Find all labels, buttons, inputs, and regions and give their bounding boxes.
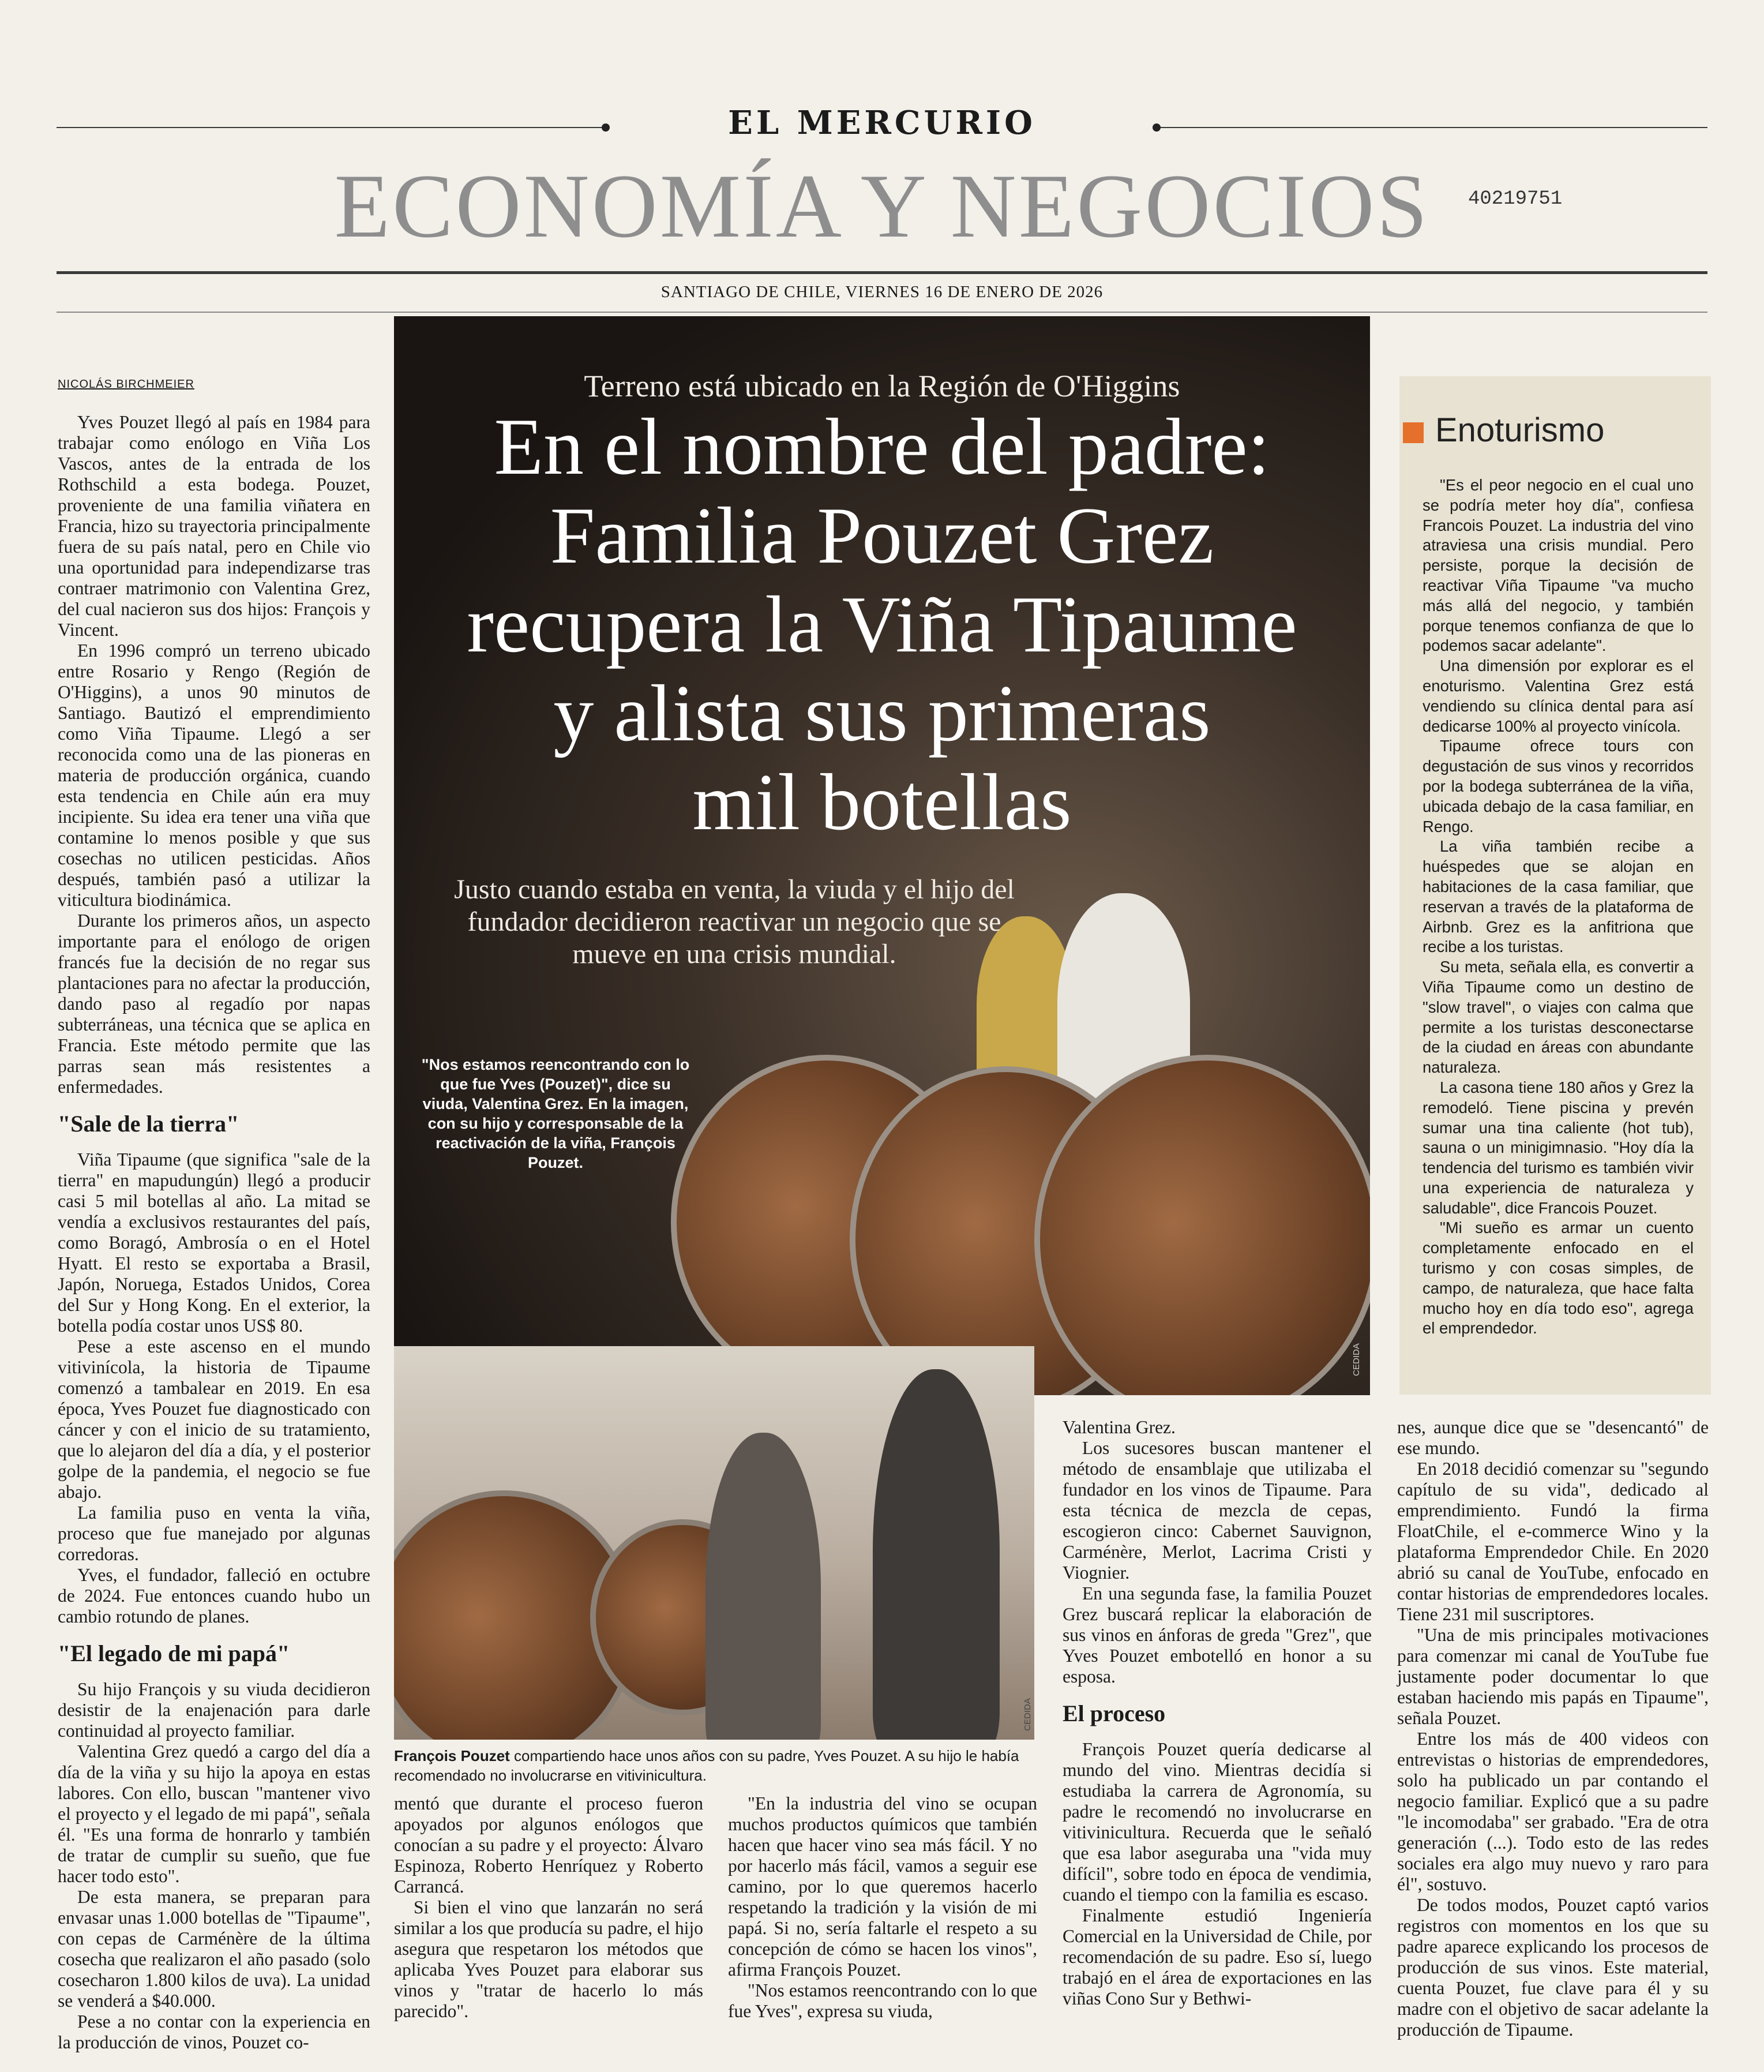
hero-photo: [394, 316, 1370, 1395]
masthead: EL MERCURIO: [728, 104, 1036, 142]
headline-line: Familia Pouzet Grez: [550, 491, 1214, 580]
paragraph: "En la industria del vino se ocupan muchos productos químicos que también hacen que hacer vino sea más fácil. Y no por hacerlo más fácil, vamos a seguir ese camino, por lo que queremos hacerlo respetando la tradición y la visión de mi papá. Si no, sería faltarle el respeto a su concepción de cómo se hacen los vinos", afirma François Pouzet.: [728, 1793, 1037, 1980]
headline-line: recupera la Viña Tipaume: [467, 580, 1297, 669]
paragraph: "Una de mis principales motivaciones para comenzar mi canal de YouTube fue justamente poder documentar lo que estaban haciendo mis papás en Tipaume", señala Pouzet.: [1397, 1625, 1709, 1728]
paragraph: Yves, el fundador, falleció en octubre de 2024. Fue entonces cuando hubo un cambio rotundo de planes.: [58, 1565, 370, 1627]
paragraph: Su hijo François y su viuda decidieron desistir de la enajenación para darle continuidad al proyecto familiar.: [58, 1679, 370, 1741]
paragraph: Pese a este ascenso en el mundo vitivinícola, la historia de Tipaume comenzó a tambalear en 2019. En esa época, Yves Pouzet fue diagnosticado con cáncer y con el inicio de su tratamiento, que lo alejaron del día a día, y el posterior golpe de la pandemia, el negocio se fue abajo.: [58, 1336, 370, 1502]
paragraph: Tipaume ofrece tours con degustación de sus vinos y recorridos por la bodega subterránea de la viña, ubicada debajo de la casa familiar, en Rengo.: [1423, 737, 1694, 835]
column-3: [728, 1793, 1037, 2022]
paragraph: Los sucesores buscan mantener el método de ensamblaje que utilizaba el fundador en los vinos de Tipaume. Para esta técnica de mezcla de cepas, escogieron cinco: Cabernet Sauvignon, Carménère, Merlot, Lacrima Cristi y Viognier.: [1063, 1438, 1372, 1583]
paragraph: La casona tiene 180 años y Grez la remodeló. Tiene piscina y prevén sumar una tina caliente (hot tub), sauna o un minigimnasio. "Hoy día la tendencia del turismo es también vivir una experiencia de naturaleza y saludable", dice Francois Pouzet.: [1423, 1078, 1694, 1217]
column-5: [1397, 1417, 1709, 2040]
paragraph: En 2018 decidió comenzar su "segundo capítulo de su vida", dedicado al emprendimiento. Fundó la firma FloatChile, el e-commerce Wino y la plataforma Emprendedor Chile. En 2020 abrió su canal de YouTube, enfocado en contar historias de emprendedores locales. Tiene 231 mil suscriptores.: [1397, 1459, 1709, 1624]
column-1: [58, 374, 370, 2053]
paragraph: Su meta, señala ella, es convertir a Viña Tipaume como un destino de "slow travel", o viajes con calma que permite a los turistas desconectarse de la ciudad en áreas con abundante naturaleza.: [1423, 958, 1694, 1077]
subheading: "El legado de mi papá": [58, 1640, 290, 1666]
paragraph: Durante los primeros años, un aspecto importante para el enólogo de origen francés fue la decisión de no regar sus plantaciones para no afectar la producción, dando paso al regadío por napas subterráneas, una técnica que se aplica en Francia. Este método permite que las parras sean más resistentes a enfermedades.: [58, 911, 370, 1097]
photo-credit: CEDIDA: [1351, 1343, 1361, 1376]
sidebar-title-text: Enoturismo: [1435, 411, 1605, 449]
hero-caption: "Nos estamos reencontrando con lo que fue Yves (Pouzet)", dice su viuda, Valentina Grez. En la imagen, con su hijo y corresponsable de la reactivación de la viña, François Pouzet.: [421, 1056, 690, 1171]
paragraph: Valentina Grez.: [1063, 1417, 1176, 1437]
paragraph: nes, aunque dice que se "desencantó" de ese mundo.: [1397, 1417, 1709, 1458]
headline-line: y alista sus primeras: [553, 669, 1211, 758]
sidebar-title: [1403, 411, 1604, 449]
page-code: 40219751: [1468, 188, 1563, 210]
paragraph: De todos modos, Pouzet captó varios registros con momentos en los que su padre aparece explicando los procesos de producción de sus vinos. Este material, cuenta Pouzet, fue clave para él y su madre con el objetivo de sacar adelante la producción de Tipaume.: [1397, 1895, 1709, 2040]
byline: NICOLÁS BIRCHMEIER: [58, 378, 194, 391]
paragraph: "Es el peor negocio en el cual uno se podría meter hoy día", confiesa Francois Pouzet. La industria del vino atraviesa una crisis mundial. Pero persiste, porque la decisión de reactivar Viña Tipaume "va mucho más allá del negocio, y también porque tenemos confianza de que lo podemos sacar adelante".: [1423, 476, 1694, 655]
dateline-rule: [57, 312, 1707, 313]
paragraph: Entre los más de 400 videos con entrevistas o historias de emprendedores, solo ha publicado un par contando el negocio familiar. Explicó que a su padre "le incomodaba" ser grabado. "Era de otra generación (...). Todo esto de las redes sociales era algo muy nuevo y raro para él", sostuvo.: [1397, 1729, 1709, 1894]
paragraph: "Nos estamos reencontrando con lo que fue Yves", expresa su viuda,: [728, 1980, 1037, 2021]
person-francois: [873, 1369, 1000, 1740]
paragraph: La familia puso en venta la viña, proceso que fue manejado por algunas corredoras.: [58, 1503, 370, 1564]
paragraph: Una dimensión por explorar es el enoturismo. Valentina Grez está vendiendo su clínica dental para así dedicarse 100% al proyecto vinícola.: [1423, 657, 1694, 735]
caption-text: compartiendo hace unos años con su padre, Yves Pouzet. A su hijo le había recomendado no involucrarse en vitivinicultura.: [394, 1747, 1019, 1784]
caption-name: François Pouzet: [394, 1747, 510, 1764]
paragraph: Pese a no contar con la experiencia en la producción de vinos, Pouzet co-: [58, 2011, 370, 2052]
headline-line: En el nombre del padre:: [494, 402, 1270, 492]
section-title: ECONOMÍA Y NEGOCIOS: [334, 156, 1430, 257]
photo-father-son: [394, 1346, 1034, 1740]
paragraph: Finalmente estudió Ingeniería Comercial en la Universidad de Chile, por recomendación de su padre. Eso sí, luego trabajó en el área de exportaciones en las viñas Cono Sur y Bethwi-: [1063, 1905, 1372, 2009]
paragraph: De esta manera, se preparan para envasar unas 1.000 botellas de "Tipaume", con cepas de Carménère de la última cosecha que realizaron el año pasado (solo cosecharon 1.800 kilos de uva). La unidad se venderá a $40.000.: [58, 1887, 370, 2011]
section-rule: [57, 271, 1707, 274]
paragraph: "Mi sueño es armar un cuento completamente enfocado en el turismo y con cosas simples, de campo, de naturaleza, que hace falta mucho hoy en día todo eso", agrega el emprendedor.: [1423, 1219, 1694, 1337]
paragraph: En una segunda fase, la familia Pouzet Grez buscará replicar la elaboración de sus vinos en ánforas de greda "Grez", que Yves Pouzet embotelló en honor a su esposa.: [1063, 1583, 1372, 1687]
paragraph: La viña también recibe a huéspedes que se alojan en habitaciones de la casa familiar, que reservan a través de la plataforma de Airbnb. Grez es la anfitriona que recibe a los turistas.: [1423, 837, 1694, 956]
paragraph: En 1996 compró un terreno ubicado entre Rosario y Rengo (Región de O'Higgins), a unos 90 minutos de Santiago. Bautizó el emprendimiento como Viña Tipaume. Llegó a ser reconocida como una de las pioneras en materia de producción orgánica, cuando esta tendencia en Chile aún era muy incipiente. Su idea era tener una viña que contamine lo menos posible y que sus cosechas no utilicen pesticidas. Años después, también pasó a utilizar la viticultura biodinámica.: [58, 640, 370, 910]
headline-deck: Justo cuando estaba en venta, la viuda y el hijo del fundador decidieron reactivar un negocio que se mueve en una crisis mundial.: [454, 874, 1015, 969]
column-4: [1063, 1417, 1372, 2009]
subheading: "Sale de la tierra": [58, 1111, 239, 1137]
headline: [394, 403, 1370, 847]
person-yves: [705, 1433, 821, 1740]
paragraph: François Pouzet quería dedicarse al mundo del vino. Mientras decidía si estudiaba la carrera de Agronomía, su padre le recomendó no involucrarse en vitivinicultura. Recuerda que le señaló que esa labor aseguraba una "vida muy difícil", sobre todo en época de vendimia, cuando el tiempo con la familia es escaso.: [1063, 1739, 1372, 1905]
paragraph: Yves Pouzet llegó al país en 1984 para trabajar como enólogo en Viña Los Vascos, antes de la entrada de los Rothschild a esta bodega. Pouzet, proveniente de una familia viñatera en Francia, hizo su trayectoria principalmente fuera de su país natal, pero en Chile vio una oportunidad para independizarse tras contraer matrimonio con Valentina Grez, del cual nacieron sus dos hijos: François y Vincent.: [58, 412, 370, 640]
paragraph: Viña Tipaume (que significa "sale de la tierra" en mapudungún) llegó a producir casi 5 mil botellas al año. La mitad se vendía a exclusivos restaurantes del país, como Boragó, Ambrosía o en el Hotel Hyatt. El resto se exportaba a Brasil, Japón, Noruega, Estados Unidos, Corea del Sur y Hong Kong. En el exterior, la botella podía costar unos US$ 80.: [58, 1149, 370, 1336]
headline-kicker: Terreno está ubicado en la Región de O'Higgins: [584, 369, 1180, 403]
paragraph: mentó que durante el proceso fueron apoyados por algunos enólogos que conocían a su padre y el proyecto: Álvaro Espinoza, Roberto Henríquez y Roberto Carrancá.: [394, 1793, 703, 1897]
column-2: [394, 1793, 703, 2022]
headline-line: mil botellas: [692, 758, 1072, 847]
subheading: El proceso: [1063, 1700, 1166, 1726]
square-bullet-icon: [1403, 422, 1424, 443]
sidebar-body: [1423, 475, 1694, 1339]
paragraph: Valentina Grez quedó a cargo del día a día de la viña y su hijo la apoya en estas labores. Con ello, buscan "mantener vivo el proyecto y el legado de mi papá", señala él. "Es una forma de honrarlo y también de tratar de cumplir su sueño, que fue hacer todo esto".: [58, 1741, 370, 1886]
dateline: SANTIAGO DE CHILE, VIERNES 16 DE ENERO DE 2026: [660, 283, 1104, 301]
paragraph: Si bien el vino que lanzarán no será similar a los que producía su padre, el hijo asegura que respetaron los métodos que aplicaba Yves Pouzet para elaborar sus vinos y "tratar de hacerlo lo más parecido".: [394, 1897, 703, 2021]
photo-credit: CEDIDA: [1022, 1698, 1033, 1731]
sidebar-enoturismo: [1399, 376, 1711, 1395]
photo-caption: [394, 1746, 1034, 1785]
